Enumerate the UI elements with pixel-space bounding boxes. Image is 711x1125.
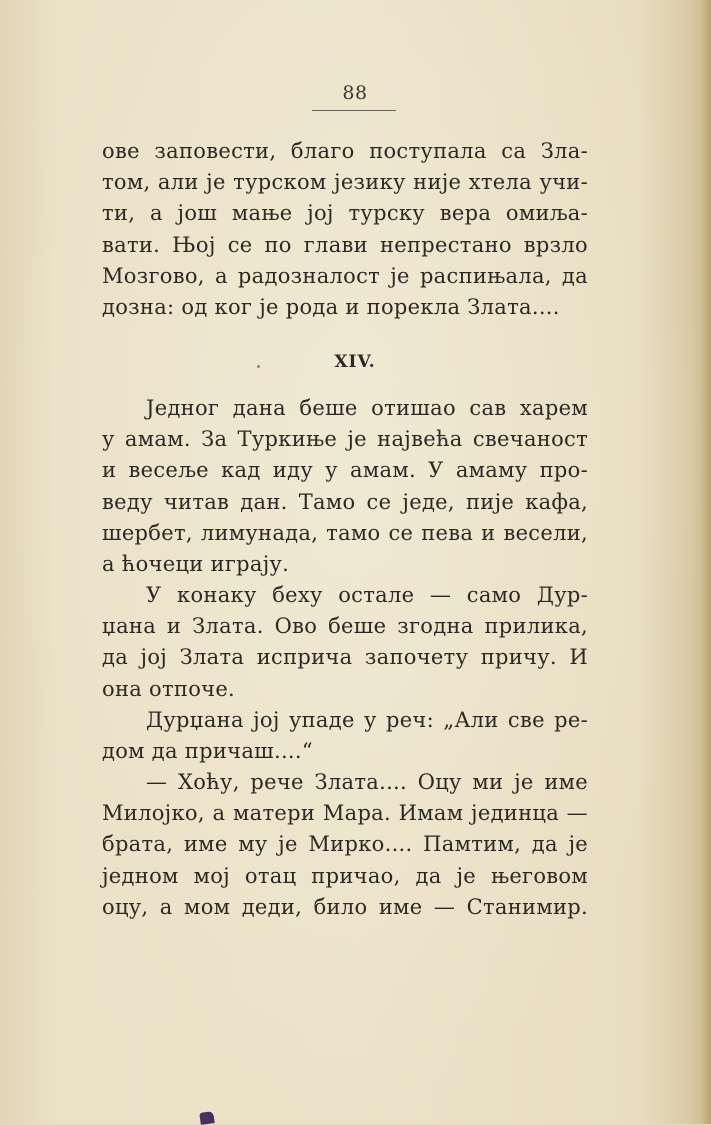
- text-line: оцу, а мом деди, било име — Станимир.: [102, 894, 588, 919]
- text-line: Мозгово, а радозналост је распињала, да: [102, 263, 588, 288]
- chapter-heading: XIV.: [334, 352, 376, 372]
- text-line: Милојко, а матери Мара. Имам јединца —: [102, 801, 588, 826]
- text-line: Једног дана беше отишао сав харем: [146, 396, 588, 420]
- header-rule: [312, 110, 396, 111]
- text-line: ове заповести, благо поступала са Зла-: [102, 139, 588, 163]
- paragraph: [102, 393, 588, 580]
- text-line: да јој Злата исприча започету причу. И: [102, 645, 588, 670]
- text-line: једном мој отац причао, да је његовом: [102, 863, 588, 888]
- text-line: У конаку беху остале — само Дур-: [146, 583, 588, 607]
- text-line: дом да причаш....“: [102, 739, 313, 764]
- text-line: вати. Њој се по глави непрестано врзло: [102, 232, 588, 257]
- text-line: — Хоћу, рече Злата.... Оцу ми је име: [146, 770, 588, 794]
- text-line: том, али је турском језику није хтела учи-: [102, 170, 588, 195]
- ink-stain: [199, 1111, 215, 1125]
- text-line: џана и Злата. Ово беше згодна прилика,: [102, 614, 588, 639]
- text-line: у амам. За Туркиње је највећа свечаност: [102, 427, 588, 452]
- text-line: ти, а још мање јој турску вера омиља-: [102, 201, 588, 226]
- page-edge-shadow: [701, 0, 711, 1124]
- paragraph-continuation: [102, 136, 588, 323]
- ink-speck: [257, 365, 260, 368]
- page-number: 88: [342, 82, 368, 104]
- text-line: дозна: од ког је рода и порекла Злата....: [102, 295, 560, 320]
- text-line: брата, име му је Мирко.... Памтим, да је: [102, 832, 588, 857]
- text-line: а ћочеци играју.: [102, 552, 290, 577]
- paragraph: [102, 767, 588, 923]
- text-line: она отпоче.: [102, 676, 236, 701]
- text-line: шербет, лимунада, тамо се пева и весели,: [102, 520, 588, 545]
- text-line: веду читав дан. Тамо се једе, пије кафа,: [102, 489, 588, 514]
- text-line: и весеље кад иду у амам. У амаму про-: [102, 458, 588, 483]
- text-line: Дурџана јој упаде у реч: „Али све ре-: [146, 708, 588, 732]
- paragraph: [102, 705, 588, 767]
- paragraph: [102, 580, 588, 705]
